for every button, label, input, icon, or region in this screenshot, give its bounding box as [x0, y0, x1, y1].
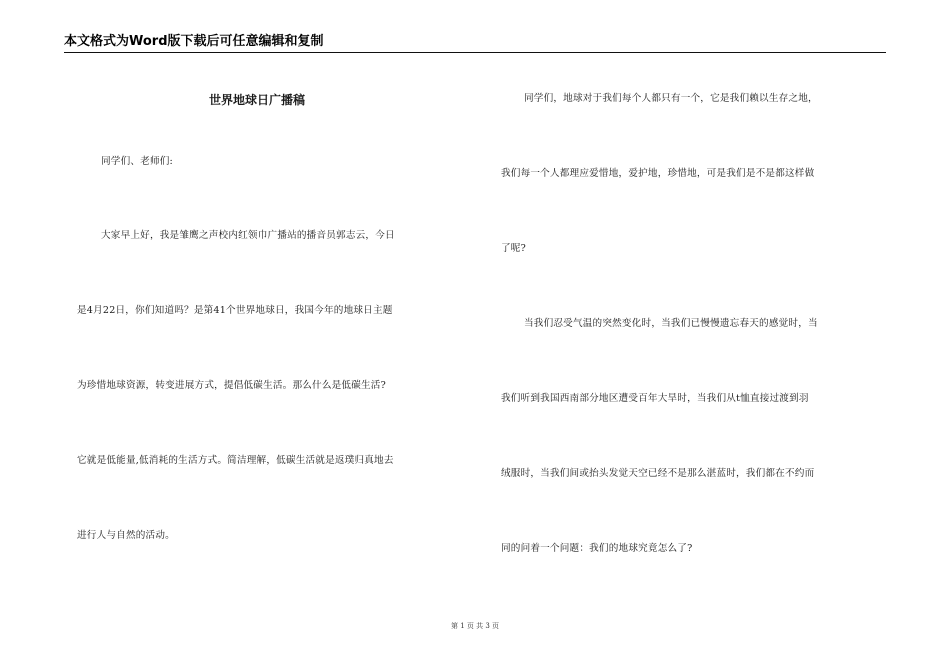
right-line-5: 我们听到我国西南部分地区遭受百年大旱时，当我们从t恤直接过渡到羽 — [501, 393, 809, 404]
left-line-3: 是4月22日，你们知道吗？是第41个世界地球日，我国今年的地球日主题 — [77, 305, 393, 316]
header-title: 本文格式为Word版下载后可任意编辑和复制 — [64, 34, 324, 49]
right-line-4: 当我们忍受气温的突然变化时，当我们已慢慢遗忘春天的感觉时，当 — [524, 318, 818, 329]
left-line-2: 大家早上好，我是雏鹰之声校内红领巾广播站的播音员郭志云，今日 — [101, 230, 395, 241]
right-line-6: 绒服时，当我们间或抬头发觉天空已经不是那么湛蓝时，我们都在不约而 — [501, 468, 815, 479]
left-line-5: 它就是低能量,低消耗的生活方式。简洁理解，低碳生活就是返璞归真地去 — [77, 455, 394, 466]
page-number: 第 1 页 共 3 页 — [450, 622, 500, 630]
document-title: 世界地球日广播稿 — [209, 93, 306, 107]
left-line-6: 进行人与自然的活动。 — [77, 530, 175, 541]
left-line-1: 同学们、老师们: — [101, 156, 173, 167]
right-line-1: 同学们，地球对于我们每个人都只有一个，它是我们赖以生存之地， — [524, 93, 818, 104]
right-line-7: 同的问着一个问题：我们的地球究竟怎么了? — [501, 543, 693, 554]
right-line-2: 我们每一个人都理应爱惜地，爱护地，珍惜地，可是我们是不是都这样做 — [501, 168, 815, 179]
page-header — [64, 34, 886, 53]
right-line-3: 了呢? — [501, 243, 526, 254]
left-line-4: 为珍惜地球资源，转变进展方式，提倡低碳生活。那么什么是低碳生活? — [77, 380, 386, 391]
